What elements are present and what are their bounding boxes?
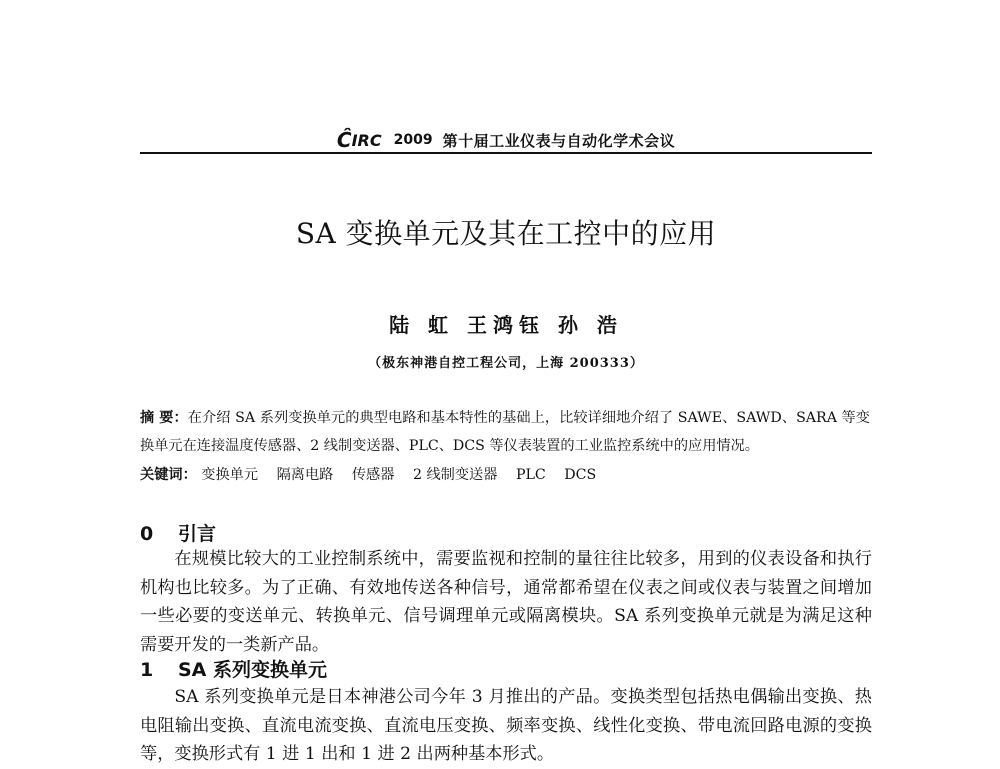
authors: 陆 虹 王鸿钰 孙 浩 — [389, 313, 623, 337]
conference-logo — [336, 127, 382, 152]
body-paragraph: 在规模比较大的工业控制系统中，需要监视和控制的量往往比较多，用到的仪表设备和执行机构也比较多。为了正确、有效地传送各种信号，通常都希望在仪表之间或仪表与装置之间增加一些必要的变送单元、转换单元、信号调理单元或隔离模块。SA 系列变换单元就是为满足这种需要开发的一类新产品。 — [140, 549, 872, 655]
keywords-label: 关键词： — [140, 467, 197, 483]
paper-title: SA 变换单元及其在工控中的应用 — [295, 217, 717, 250]
section-heading-introduction — [140, 520, 216, 548]
keyword-item: 变换单元 — [201, 467, 259, 483]
keyword-item: 2 线制变送器 — [412, 467, 498, 483]
conference-logo-mark: Ĉ — [336, 127, 352, 152]
keyword-item: PLC — [515, 467, 546, 483]
header-divider — [140, 152, 872, 154]
conference-name: 第十届工业仪表与自动化学术会议 — [442, 131, 676, 150]
abstract-text: 在介绍 SA 系列变换单元的典型电路和基本特性的基础上，比较详细地介绍了 SAWE、SAWD、SARA 等变换单元在连接温度传感器、2 线制变送器、PLC、DCS 等仪表装置的工业监控系统中的应用情况。 — [140, 410, 870, 454]
body-paragraph: SA 系列变换单元是日本神港公司今年 3 月推出的产品。变换类型包括热电偶输出变换、热电阻输出变换、直流电流变换、直流电压变换、频率变换、线性化变换、带电流回路电源的变换等，变换形式有 1 进 1 出和 1 进 2 出两种基本形式。 — [140, 687, 872, 764]
section-title: 引言 — [178, 523, 217, 545]
section-heading-sa-series — [140, 656, 327, 684]
affiliation: （极东神港自控工程公司，上海 200333） — [368, 356, 644, 371]
conference-logo-text: IRC — [351, 130, 382, 150]
keywords — [140, 464, 870, 486]
section-title: SA 系列变换单元 — [178, 659, 328, 681]
conference-header — [140, 128, 872, 152]
conference-year: 2009 — [393, 132, 433, 148]
keyword-item: DCS — [564, 467, 597, 483]
section-number: 0 — [140, 523, 154, 545]
abstract — [140, 404, 870, 460]
section-number: 1 — [140, 659, 154, 681]
abstract-label: 摘 要： — [140, 410, 188, 426]
keyword-item: 传感器 — [351, 467, 395, 483]
keyword-item: 隔离电路 — [276, 467, 334, 483]
